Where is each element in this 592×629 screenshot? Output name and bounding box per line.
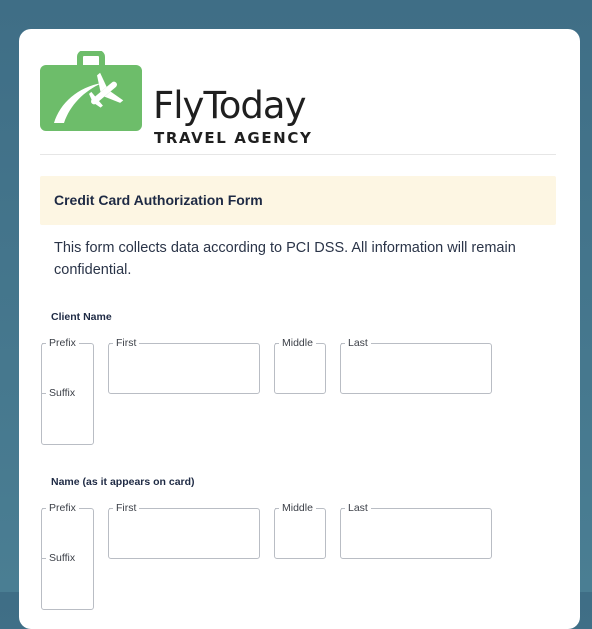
card-first-label: First xyxy=(113,501,139,515)
brand-name: FlyToday xyxy=(153,84,306,127)
client-middle-name-input[interactable] xyxy=(274,337,326,394)
section-label-client-name: Client Name xyxy=(51,311,112,323)
card-suffix-label: Suffix xyxy=(46,551,78,565)
card-prefix-label: Prefix xyxy=(46,501,79,515)
client-first-name-input[interactable] xyxy=(108,337,260,394)
last-label: Last xyxy=(345,336,371,350)
brand-tagline: TRAVEL AGENCY xyxy=(154,129,313,147)
form-description: This form collects data according to PCI DSS. All information will remain confidential. xyxy=(54,240,516,278)
form-title: Credit Card Authorization Form xyxy=(54,192,263,208)
card-middle-name-input[interactable] xyxy=(274,502,326,559)
card-last-label: Last xyxy=(345,501,371,515)
card-last-name-input[interactable] xyxy=(340,502,492,559)
form-card xyxy=(19,29,580,629)
section-label-card-name: Name (as it appears on card) xyxy=(51,476,195,488)
suffix-label: Suffix xyxy=(46,386,78,400)
prefix-suffix-group xyxy=(41,337,94,445)
card-prefix-suffix-group xyxy=(41,502,94,610)
form-title-banner xyxy=(40,176,556,225)
middle-label: Middle xyxy=(279,336,316,350)
prefix-label: Prefix xyxy=(46,336,79,350)
card-first-name-input[interactable] xyxy=(108,502,260,559)
first-label: First xyxy=(113,336,139,350)
header-divider xyxy=(40,154,556,155)
brand-logo xyxy=(40,51,330,147)
suitcase-airplane-icon xyxy=(40,51,142,131)
client-last-name-input[interactable] xyxy=(340,337,492,394)
card-middle-label: Middle xyxy=(279,501,316,515)
